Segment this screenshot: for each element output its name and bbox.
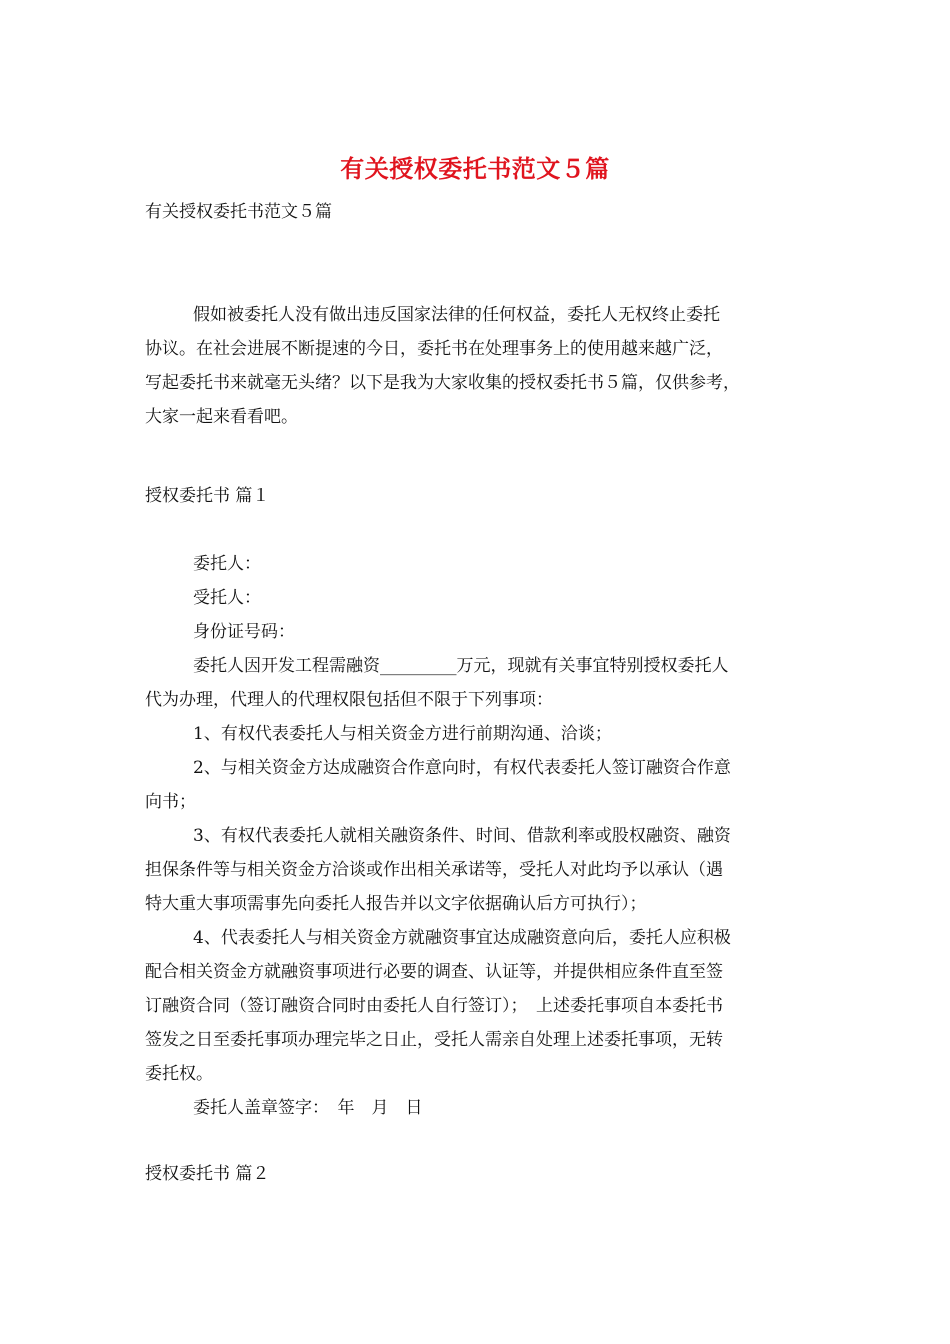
section-1-line: 2、与相关资金方达成融资合作意向时，有权代表委托人签订融资合作意 <box>193 758 731 778</box>
section-1-line: 签发之日至委托事项办理完毕之日止，受托人需亲自处理上述委托事项，无转 <box>145 1030 723 1050</box>
section-1-line: 委托人因开发工程需融资_________万元，现就有关事宜特别授权委托人 <box>193 656 729 676</box>
section-1-body <box>145 547 805 1125</box>
section-1-line: 身份证号码： <box>193 622 295 642</box>
section-1-line: 受托人： <box>193 588 261 608</box>
intro-line: 大家一起来看看吧。 <box>145 407 298 427</box>
section-heading-1: 授权委托书 篇１ <box>145 486 270 506</box>
section-1-line: 代为办理，代理人的代理权限包括但不限于下列事项： <box>145 690 553 710</box>
document-title: 有关授权委托书范文５篇 <box>340 154 610 183</box>
section-1-line: 4、代表委托人与相关资金方就融资事宜达成融资意向后，委托人应积极 <box>193 928 731 948</box>
section-1-line: 3、有权代表委托人就相关融资条件、时间、借款利率或股权融资、融资 <box>193 826 731 846</box>
section-1-line: 特大重大事项需事先向委托人报告并以文字依据确认后方可执行）； <box>145 894 647 914</box>
intro-line: 假如被委托人没有做出违反国家法律的任何权益，委托人无权终止委托 <box>193 305 720 325</box>
section-heading-2: 授权委托书 篇２ <box>145 1164 270 1184</box>
section-1-line: 委托权。 <box>145 1064 213 1084</box>
section-1-line: 委托人： <box>193 554 261 574</box>
section-1-line: 委托人盖章签字： 年 月 日 <box>193 1098 423 1118</box>
section-1-line: 向书； <box>145 792 196 812</box>
intro-line: 协议。在社会进展不断提速的今日，委托书在处理事务上的使用越来越广泛， <box>145 339 723 359</box>
section-1-line: 配合相关资金方就融资事项进行必要的调查、认证等，并提供相应条件直至签 <box>145 962 723 982</box>
intro-paragraph <box>145 298 805 434</box>
section-1-line: 1、有权代表委托人与相关资金方进行前期沟通、洽谈； <box>193 724 612 744</box>
document-subtitle: 有关授权委托书范文５篇 <box>145 202 332 222</box>
section-1-line: 订融资合同（签订融资合同时由委托人自行签订）； 上述委托事项自本委托书 <box>145 996 723 1016</box>
section-1-line: 担保条件等与相关资金方洽谈或作出相关承诺等，受托人对此均予以承认（遇 <box>145 860 723 880</box>
intro-line: 写起委托书来就毫无头绪？以下是我为大家收集的授权委托书５篇，仅供参考， <box>145 373 740 393</box>
